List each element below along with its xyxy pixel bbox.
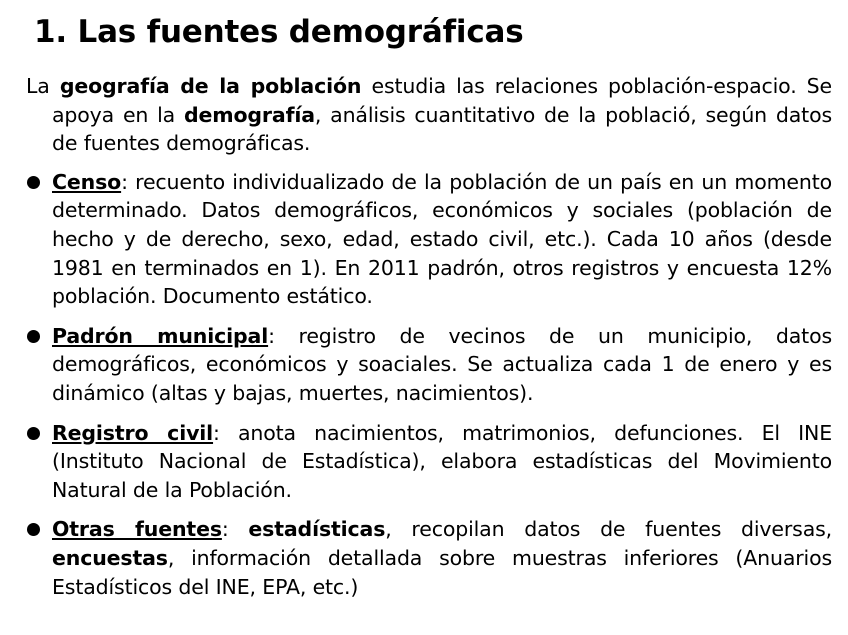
- bullet-item-censo: [26, 168, 832, 311]
- bullet-icon: [27, 523, 40, 536]
- intro-bold-term: demografía: [183, 102, 315, 127]
- bullet-text: : registro de vecinos de un municipio, datos demográficos, económicos y soaciales. Se actualiza cada 1 de enero y es dinámico (altas y bajas, muertes, nacimientos).: [52, 323, 832, 405]
- intro-text: La: [26, 74, 60, 98]
- bullet-item-otras-fuentes: [26, 515, 832, 601]
- slide-content: [26, 72, 832, 612]
- bullet-text: : anota nacimientos, matrimonios, defunciones. El INE (Instituto Nacional de Estadística), elabora estadísticas del Movimiento Natural de la Población.: [52, 420, 833, 502]
- intro-bold-term: geografía de la población: [59, 74, 362, 98]
- bullet-term: Registro civil: [52, 420, 214, 445]
- bullet-text: :: [221, 517, 249, 542]
- bullet-text: , información detallada sobre muestras inferiores (Anuarios Estadísticos del INE, EPA, etc.): [52, 545, 832, 599]
- intro-text: , análisis cuantitativo de la població, según datos de fuentes demográficas.: [52, 102, 832, 156]
- bullet-term: Otras fuentes: [52, 517, 222, 542]
- bullet-text: , recopilan datos de fuentes diversas,: [385, 517, 832, 542]
- bullet-icon: [27, 330, 40, 343]
- bullet-term: Padrón municipal: [52, 323, 269, 348]
- bullet-bold-term: encuestas: [52, 545, 168, 570]
- bullet-item-padron: [26, 322, 832, 408]
- slide-title: 1. Las fuentes demográficas: [34, 14, 524, 50]
- bullet-icon: [27, 427, 40, 440]
- bullet-item-registro-civil: [26, 419, 832, 505]
- intro-paragraph: [26, 72, 832, 158]
- bullet-bold-term: estadísticas: [248, 517, 386, 542]
- bullet-term: Censo: [52, 169, 122, 194]
- intro-text: estudia las relaciones población-espacio. Se apoya en la: [52, 74, 833, 127]
- bullet-text: : recuento individualizado de la población de un país en un momento determinado. Datos demográficos, económicos y sociales (población de hecho y de derecho, sexo, edad, estado civil, etc.). Cada 10 años (desde 1981 en terminados en 1). En 2011 padrón, otros registros y encuesta 12% población. Documento estático.: [52, 169, 832, 309]
- bullet-icon: [27, 176, 40, 189]
